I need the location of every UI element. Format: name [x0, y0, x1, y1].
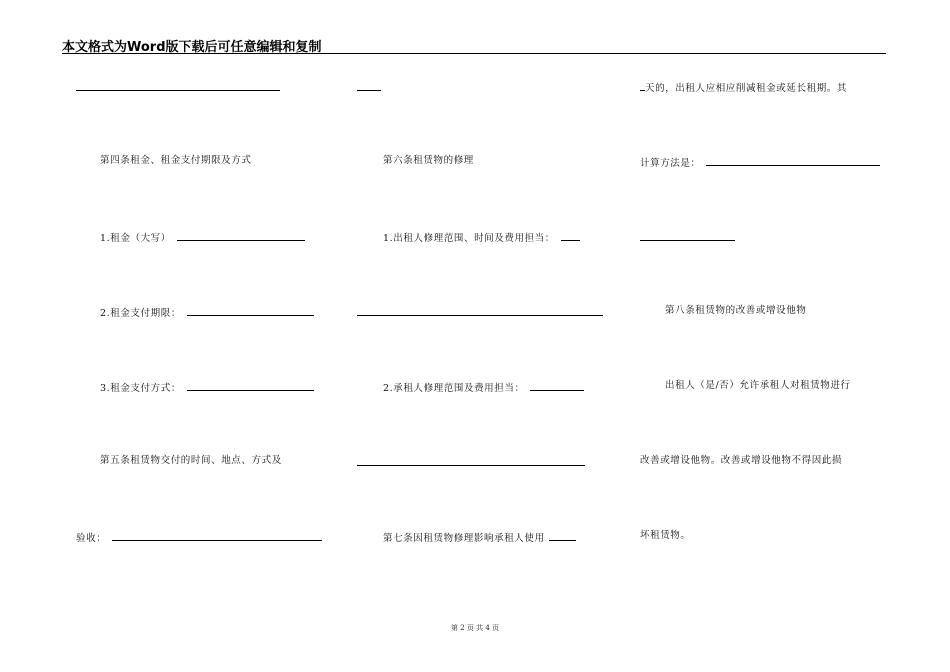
- lessee-repair-blank: [530, 380, 584, 391]
- blank-line: [76, 80, 280, 95]
- lessor-repair-label: 1.出租人修理范围、时间及费用担当：: [383, 233, 555, 244]
- rent-reduction-line: 天的，出租人应相应削减租金或延长租期。其: [640, 80, 847, 95]
- improvement-condition-text: 改善或增设他物。改善或增设他物不得因此损: [640, 455, 843, 466]
- document-header: 本文格式为Word版下载后可任意编辑和复制: [62, 40, 322, 55]
- article-7-blank: [549, 530, 576, 541]
- calculation-line: [640, 155, 880, 170]
- acceptance-line: [76, 530, 322, 545]
- article-7-heading: 第七条因租赁物修理影响承租人使用: [383, 533, 545, 544]
- improvement-permission-text: 出租人（是/否）允许承租人对租赁物进行: [665, 380, 851, 391]
- rent-method-blank: [187, 380, 314, 391]
- article-4-heading: 第四条租金、租金支付期限及方式: [100, 155, 252, 166]
- acceptance-blank: [112, 530, 322, 541]
- blank-line: [357, 80, 381, 95]
- page-number: 第 2 页 共 4 页: [450, 624, 500, 632]
- damage-text: 坏租赁物。: [640, 530, 691, 541]
- blank-line: [357, 455, 585, 470]
- lessee-repair-line: [383, 380, 584, 395]
- rent-method-line: [100, 380, 314, 395]
- rent-amount-label: 1.租金（大写）: [100, 233, 171, 244]
- rent-amount-line: [100, 230, 305, 245]
- calculation-blank: [706, 155, 880, 166]
- rent-term-label: 2.租金支付期限：: [100, 308, 181, 319]
- article-7-line: [383, 530, 576, 545]
- blank-line: [640, 230, 735, 245]
- rent-method-label: 3.租金支付方式：: [100, 383, 181, 394]
- acceptance-label: 验收：: [76, 533, 107, 544]
- lessee-repair-label: 2.承租人修理范围及费用担当：: [383, 383, 525, 394]
- blank-line: [357, 305, 603, 320]
- rent-amount-blank: [177, 230, 305, 241]
- article-5-heading: 第五条租赁物交付的时间、地点、方式及: [100, 455, 282, 466]
- rent-term-blank: [187, 305, 314, 316]
- calculation-label: 计算方法是：: [640, 158, 701, 169]
- rent-term-line: [100, 305, 314, 320]
- lessor-repair-line: [383, 230, 580, 245]
- header-divider: [62, 53, 886, 54]
- lessor-repair-blank: [561, 230, 580, 241]
- article-8-heading: 第八条租赁物的改善或增设他物: [665, 305, 807, 316]
- article-6-heading: 第六条租赁物的修理: [383, 155, 474, 166]
